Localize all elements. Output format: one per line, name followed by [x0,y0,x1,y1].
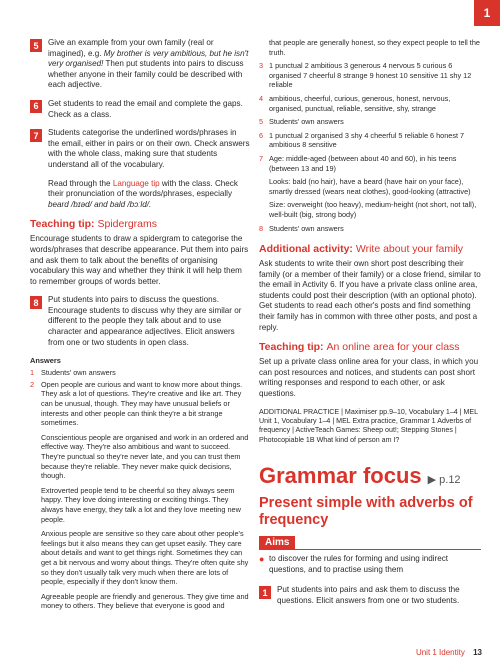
answers-heading: Answers [30,356,61,366]
answer-number: 4 [259,93,264,103]
language-tip-link[interactable]: Language tip [112,178,160,188]
answer-sub: Looks: bald (no hair), have a beard (have hair on your face), smartly dressed (wears neat clothes), good-looking (attractive) [269,177,471,196]
answer-paragraph: Extroverted people tend to be cheerful so they always seem happy. They love doing interesting or exciting things. They always have energy, they talk a lot and they love meeting new people. [41,485,241,524]
answer-text: 1 punctual 2 ambitious 3 generous 4 nervous 5 curious 6 organised 7 cheerful 8 strange 9 honest 10 sensitive 11 shy 12 reliable [269,61,472,90]
step-5 [30,38,250,91]
step-number: 1 [259,586,271,599]
teaching-tip-heading [259,341,481,353]
step-text: Put students into pairs to discuss the questions. Encourage students to discuss why they are similar or different to the people they talk about and to use character and appearance adjectives. Elicit answers from one or two students in open class. [48,295,242,347]
additional-activity-title: Write about your family [355,243,464,256]
answer-item [30,380,250,428]
answer-paragraph: Conscientious people are organised and work in an ordered and effective way. They're also ambitious and want to succeed. They're punctual so they're never late, and you can trust them because they're reliable. They never make quick decisions, though. [41,432,249,481]
answer-item [259,131,481,150]
answer-number: 3 [259,61,264,71]
right-column [259,38,481,615]
answer-text: Students' own answers [269,117,344,127]
step-number: 7 [30,129,42,142]
step-5-example: My brother is very ambitious, but he isn't very organised! [48,48,249,69]
page-footer [416,648,482,657]
teaching-tip-text: Set up a private class online area for your class, in which you can post resources and notices, and students can post short writing responses and respond to each other, or ask questions. [259,357,479,399]
left-column [30,38,250,614]
step-8 [30,295,250,348]
teaching-tip-title: Spidergrams [97,218,158,231]
answer-continuation: that people are generally honest, so they expect people to tell the truth. [269,38,480,57]
additional-practice: ADDITIONAL PRACTICE | Maximiser pp.9–10, Vocabulary 1–4 | MEL Unit 1, Vocabulary 1–4 | MEL Extra practice, Grammar 1 Adverbs of frequency | ActiveTeach Games: Sheep out!; Stepping Stones | Photocopiable 1B What kind of person am I? [259,407,478,444]
aims-text: to discover the rules for forming and using indirect questions, and to practise using them [269,554,449,574]
answer-paragraph: Anxious people are sensitive so they care about other people's feelings but it also means they can get upset easily. They care about details and want to get things right. Sometimes they can get a bit nervous and worry about things. They're often quite shy so they don't usually talk very much when there are lots of people, especially if they don't know them. [41,529,249,587]
teaching-tip-label: Teaching tip: [30,218,95,231]
language-tip-text-b: with the class. Check their pronunciation of the words/phrases, especially [48,178,238,199]
answer-number: 7 [259,153,264,163]
answer-text: 1 punctual 2 organised 3 shy 4 cheerful 5 reliable 6 honest 7 ambitious 8 sensitive [269,130,465,150]
step-7 [30,128,250,170]
answer-item [259,117,481,127]
answer-text: Students' own answers [41,368,116,378]
step-number: 5 [30,39,42,52]
aims-item [259,554,481,575]
page-number: 13 [473,648,482,657]
step-6 [30,99,250,120]
aims-divider [259,549,481,550]
step-text: Get students to read the email and complete the gaps. Check as a class. [48,98,243,119]
answer-text: Students' own answers [269,223,344,233]
footer-unit: Unit 1 Identity [415,648,465,657]
teaching-tip-heading [30,218,250,230]
answer-number: 8 [259,223,264,233]
answer-text: ambitious, cheerful, curious, generous, honest, nervous, organised, punctual, reliable, sensitive, shy, strange [269,93,451,113]
step-number: 6 [30,100,42,113]
answer-number: 5 [259,117,264,127]
answer-number: 6 [259,130,264,140]
additional-activity-heading [259,243,481,255]
step-number: 8 [30,296,42,309]
answer-item [30,368,250,378]
answer-text: Open people are curious and want to know more about things. They ask a lot of questions. They're creative and like art. They can be unusual, though. They may have unusual beliefs or interests and other people can think they're a bit strange sometimes. [41,379,243,428]
teaching-tip-text: Encourage students to draw a spidergram to categorise the words/phrases that describe appearance. Put them into pairs and ask them to talk about the benefits of organising vocabulary this way and whether they think it will help them to remember groups of words better. [30,234,249,286]
answer-number: 2 [30,379,35,389]
additional-activity-label: Additional activity: [259,243,353,256]
teaching-tip-title: An online area for your class [326,341,460,354]
answer-number: 1 [30,368,35,378]
answer-text: Age: middle-aged (between about 40 and 60), in his teens (between 13 and 19) [269,153,457,173]
grammar-focus-heading [259,463,481,489]
grammar-page-reference[interactable]: ▶ p.12 [427,474,461,487]
language-tip-words: beard /bɪəd/ and bald /bɔːld/. [48,199,152,209]
step-5-text-a: Give an example from your own family (real or imagined), e.g. [48,38,214,58]
unit-corner-tab: 1 [474,0,500,26]
answer-item [259,154,481,173]
grammar-focus-title: Grammar focus [259,463,422,489]
answer-item [259,224,481,234]
answer-paragraph: Agreeable people are friendly and generous. They give time and money to others. They believe that everyone is good and [41,591,249,611]
step-text [48,38,250,91]
grammar-step-1 [259,585,481,606]
answer-item [259,94,481,113]
aims-label: Aims [259,536,295,549]
bullet-icon: ● [259,554,265,565]
language-tip-note [30,179,250,211]
language-tip-text-a: Read through the [48,178,111,188]
teaching-tip-label: Teaching tip: [259,341,324,354]
step-text: Students categorise the underlined words/phrases in the email, either in pairs or on their own. Check answers with the whole class, making sure that students understand all of the vocabulary. [48,128,250,169]
step-5-text-b: Then put students into pairs to discuss whether anyone in their family could be described with each adjective. [48,59,244,90]
additional-activity-text: Ask students to write their own short post describing their family (or a member of their family) or a close friend, similar to the email in Activity 6. If you have a private class online area, students could post their description (with an optional photo). Get students to read each other's posts and find something their family has in common with three other posts, and post a reply. [259,259,481,332]
step-text: Put students into pairs and ask them to discuss the questions. Elicit answers from one or two students. [277,585,460,606]
grammar-subtitle: Present simple with adverbs of frequency [259,495,473,528]
answer-sub: Size: overweight (too heavy), medium-height (not short, not tall), well-built (big, strong body) [269,200,477,219]
answer-item [259,61,481,90]
